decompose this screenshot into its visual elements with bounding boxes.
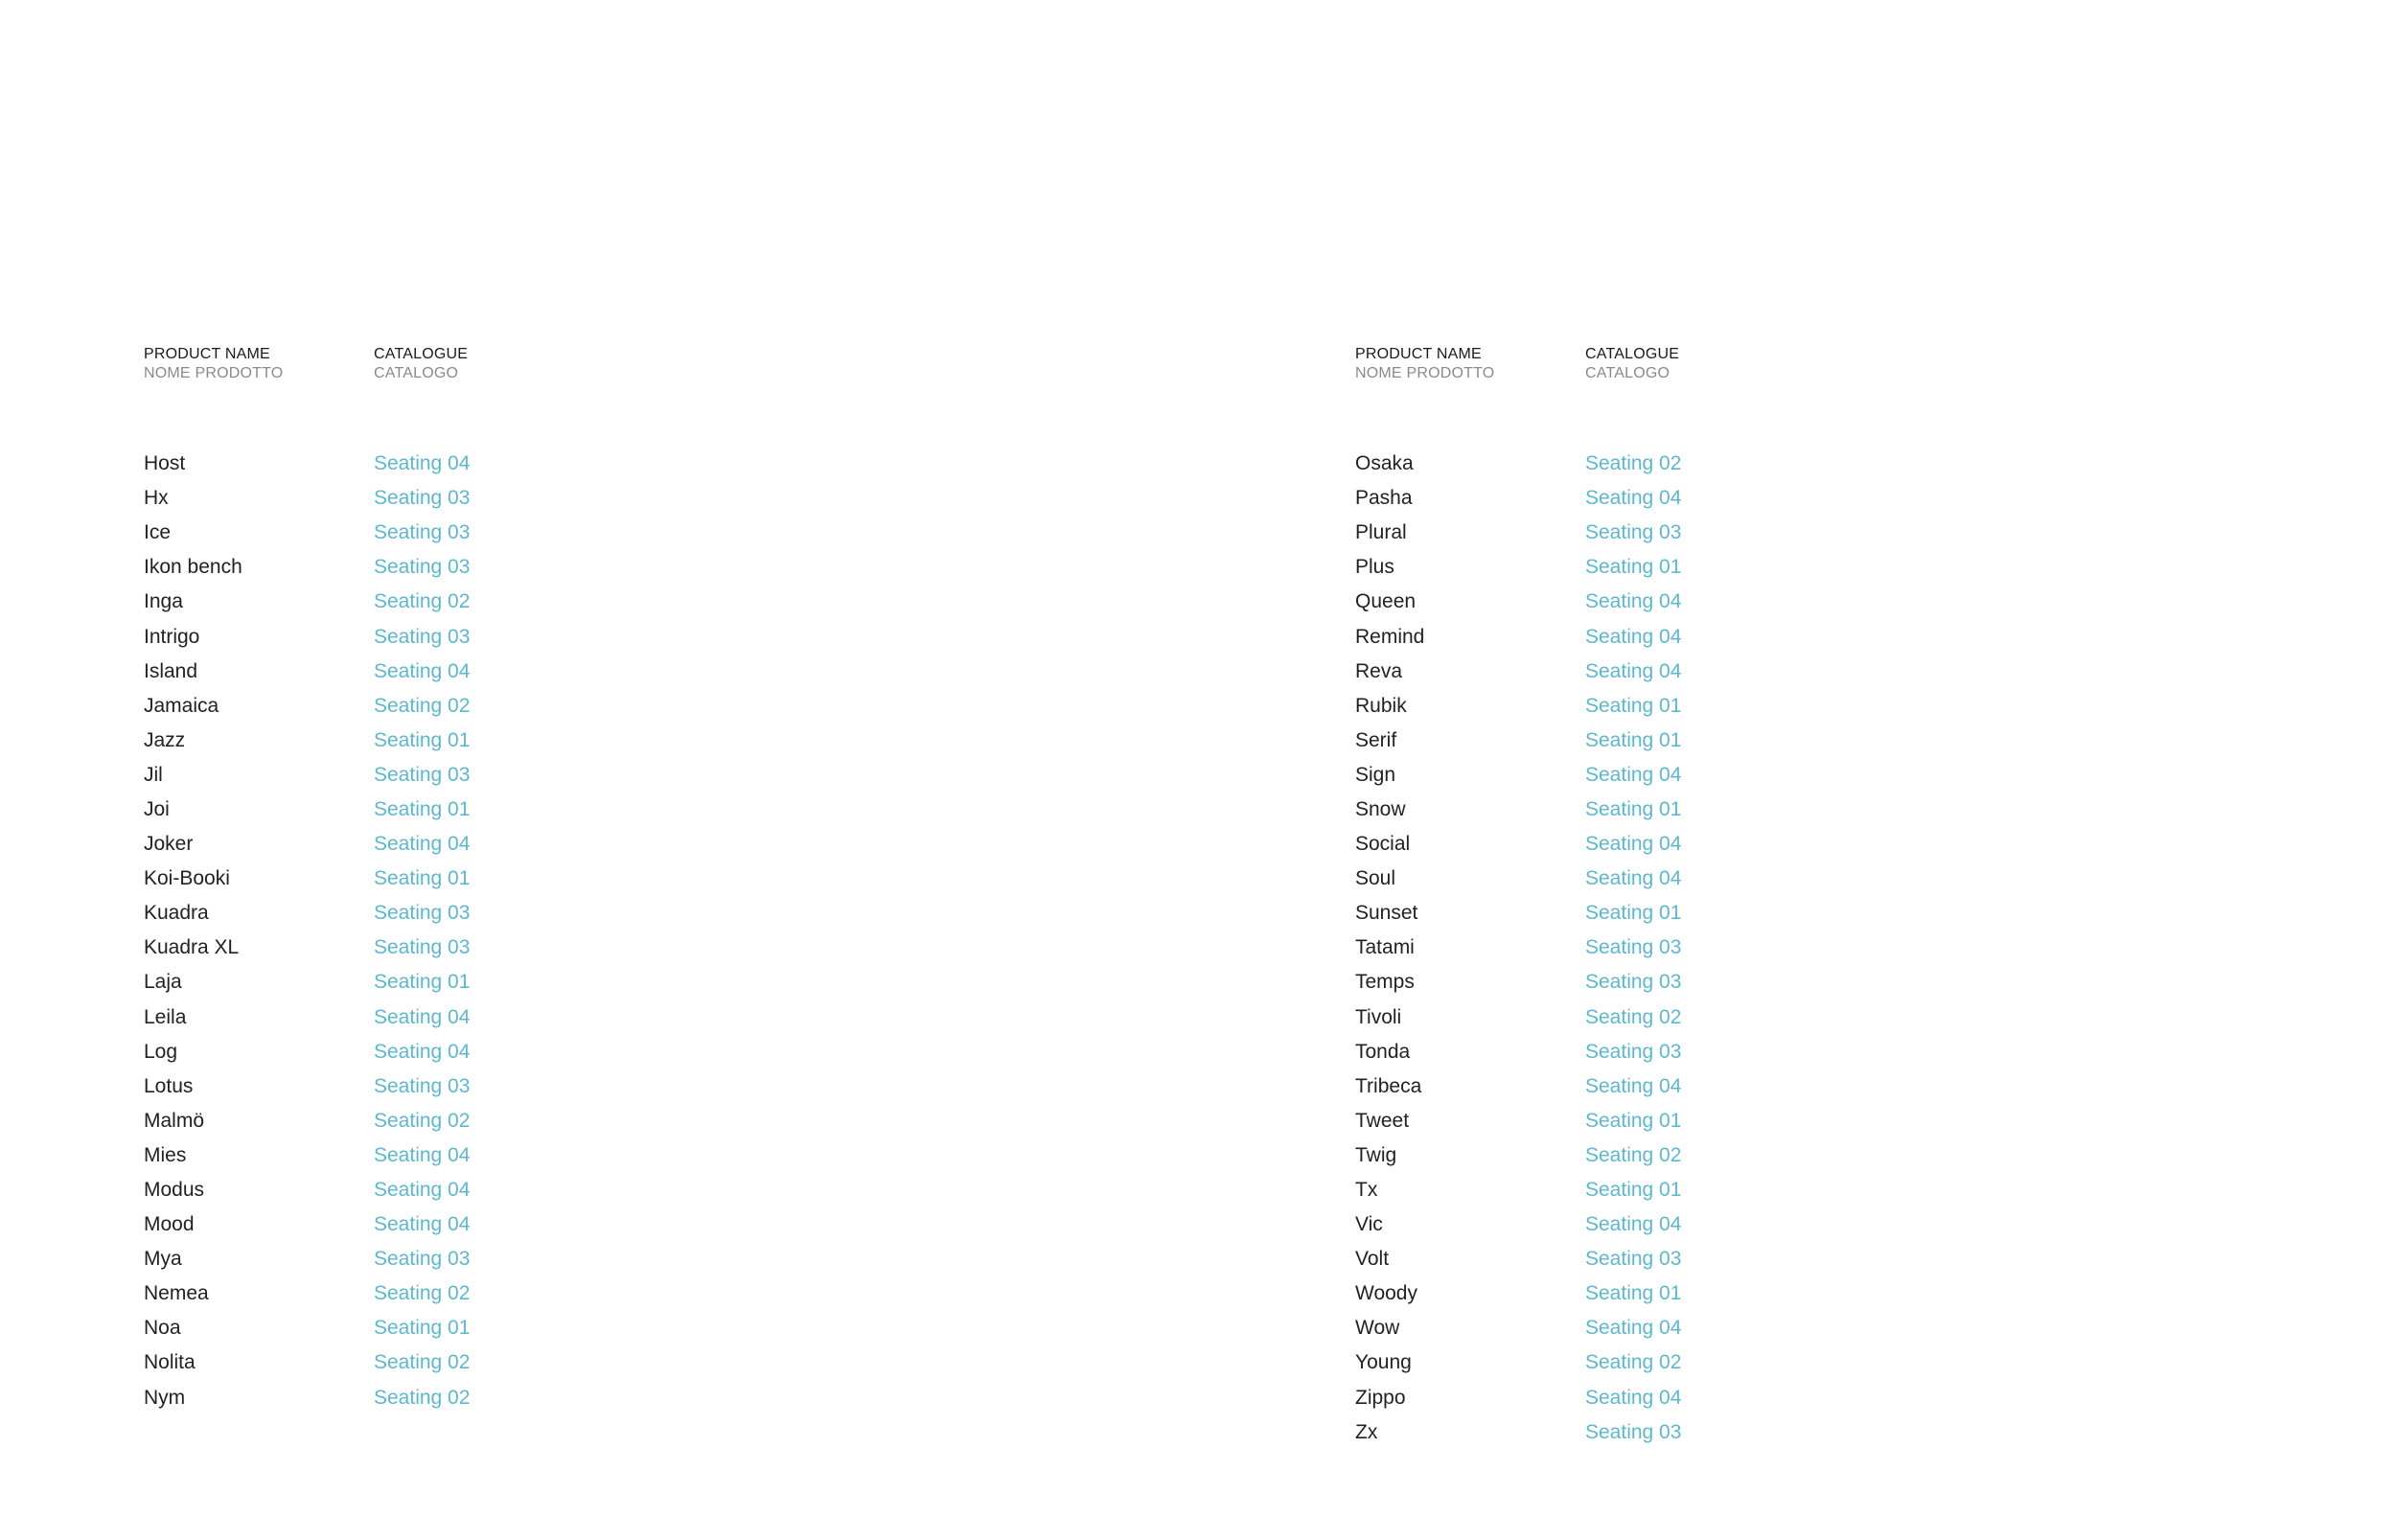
- table-row: [1355, 1415, 2026, 1450]
- product-name: Intrigo: [144, 625, 200, 648]
- catalogue-link[interactable]: Seating 01: [1585, 902, 1682, 925]
- table-row: [1355, 724, 2026, 758]
- product-name: Joker: [144, 833, 194, 856]
- product-name: Ikon bench: [144, 556, 242, 579]
- catalogue-link[interactable]: Seating 04: [374, 659, 471, 682]
- product-name: Inga: [144, 590, 183, 613]
- table-row: [144, 1207, 815, 1242]
- table-row: [144, 1345, 815, 1380]
- product-name: Mies: [144, 1143, 187, 1166]
- product-name: Woody: [1355, 1282, 1417, 1305]
- product-name: Tivoli: [1355, 1005, 1402, 1028]
- product-name-header-it: NOME PRODOTTO: [144, 365, 284, 381]
- product-name: Plural: [1355, 521, 1407, 544]
- product-name: Jamaica: [144, 694, 219, 717]
- table-row: [144, 585, 815, 619]
- table-row: [1355, 965, 2026, 1000]
- product-list: [144, 447, 815, 1415]
- catalogue-link[interactable]: Seating 01: [374, 728, 471, 751]
- catalogue-link[interactable]: Seating 02: [1585, 452, 1682, 475]
- product-name: Jazz: [144, 728, 186, 751]
- table-row: [144, 655, 815, 689]
- table-row: [144, 965, 815, 1000]
- catalogue-link[interactable]: Seating 04: [1585, 659, 1682, 682]
- table-row: [1355, 655, 2026, 689]
- catalogue-link[interactable]: Seating 03: [374, 556, 471, 579]
- table-row: [1355, 1345, 2026, 1380]
- table-row: [1355, 1276, 2026, 1311]
- product-name: Serif: [1355, 728, 1397, 751]
- table-row: [144, 1000, 815, 1035]
- catalogue-link[interactable]: Seating 03: [374, 625, 471, 648]
- product-name: Leila: [144, 1005, 187, 1028]
- product-name: Zx: [1355, 1420, 1378, 1443]
- table-row: [1355, 1207, 2026, 1242]
- table-row: [1355, 758, 2026, 793]
- product-name: Sunset: [1355, 902, 1418, 925]
- product-name: Hx: [144, 487, 169, 510]
- product-name: Jil: [144, 763, 163, 786]
- catalogue-link[interactable]: Seating 02: [374, 1282, 471, 1305]
- catalogue-link[interactable]: Seating 01: [1585, 728, 1682, 751]
- catalogue-link[interactable]: Seating 04: [374, 1213, 471, 1236]
- product-name: Soul: [1355, 867, 1396, 890]
- catalogue-link[interactable]: Seating 03: [374, 763, 471, 786]
- product-name-header-en: PRODUCT NAME: [144, 346, 270, 362]
- product-name: Kuadra: [144, 902, 209, 925]
- catalogue-link[interactable]: Seating 01: [1585, 1179, 1682, 1202]
- product-name: Remind: [1355, 625, 1425, 648]
- table-row: [144, 793, 815, 827]
- product-name: Joi: [144, 797, 170, 820]
- product-name: Social: [1355, 833, 1411, 856]
- catalogue-header-it: CATALOGO: [374, 365, 459, 381]
- table-row: [1355, 481, 2026, 516]
- catalogue-link[interactable]: Seating 03: [374, 521, 471, 544]
- table-row: [144, 758, 815, 793]
- table-row: [144, 689, 815, 724]
- product-name: Mood: [144, 1213, 195, 1236]
- catalogue-header: [374, 345, 661, 383]
- catalogue-link[interactable]: Seating 03: [1585, 1420, 1682, 1443]
- product-name: Nym: [144, 1386, 186, 1409]
- table-row: [144, 1069, 815, 1104]
- table-row: [1355, 896, 2026, 931]
- table-row: [144, 1276, 815, 1311]
- product-name: Host: [144, 452, 186, 475]
- table-row: [1355, 1311, 2026, 1345]
- product-index-left-column: [144, 345, 815, 1415]
- catalogue-link[interactable]: Seating 03: [374, 1248, 471, 1271]
- table-row: [1355, 1069, 2026, 1104]
- catalogue-link[interactable]: Seating 04: [374, 833, 471, 856]
- product-name: Island: [144, 659, 198, 682]
- product-name: Koi-Booki: [144, 867, 230, 890]
- product-name: Lotus: [144, 1074, 194, 1097]
- product-name: Tatami: [1355, 936, 1415, 959]
- catalogue-link[interactable]: Seating 02: [1585, 1143, 1682, 1166]
- catalogue-link[interactable]: Seating 03: [1585, 521, 1682, 544]
- catalogue-header: [1585, 345, 1873, 383]
- product-index-right-column: [1355, 345, 2026, 1450]
- table-row: [1355, 1035, 2026, 1069]
- catalogue-link[interactable]: Seating 04: [1585, 590, 1682, 613]
- catalogue-link[interactable]: Seating 04: [374, 452, 471, 475]
- product-name: Noa: [144, 1317, 181, 1340]
- table-row: [144, 1173, 815, 1207]
- product-name: Reva: [1355, 659, 1403, 682]
- product-name: Tweet: [1355, 1109, 1410, 1132]
- product-name-header: [1355, 345, 1585, 383]
- table-row: [1355, 585, 2026, 619]
- product-name: Snow: [1355, 797, 1406, 820]
- product-name: Tribeca: [1355, 1074, 1422, 1097]
- table-row: [1355, 1242, 2026, 1276]
- catalogue-link[interactable]: Seating 04: [374, 1179, 471, 1202]
- product-name: Vic: [1355, 1213, 1383, 1236]
- table-row: [1355, 689, 2026, 724]
- catalogue-link[interactable]: Seating 01: [374, 797, 471, 820]
- catalogue-link[interactable]: Seating 02: [1585, 1351, 1682, 1374]
- catalogue-link[interactable]: Seating 04: [1585, 1317, 1682, 1340]
- product-name: Laja: [144, 971, 182, 994]
- catalogue-link[interactable]: Seating 01: [374, 971, 471, 994]
- product-list: [1355, 447, 2026, 1450]
- table-row: [1355, 1173, 2026, 1207]
- table-row: [144, 862, 815, 896]
- catalogue-link[interactable]: Seating 01: [374, 867, 471, 890]
- catalogue-link[interactable]: Seating 01: [1585, 556, 1682, 579]
- table-row: [1355, 516, 2026, 550]
- table-row: [1355, 793, 2026, 827]
- product-name: Sign: [1355, 763, 1396, 786]
- catalogue-header-it: CATALOGO: [1585, 365, 1670, 381]
- product-name: Young: [1355, 1351, 1412, 1374]
- table-row: [144, 481, 815, 516]
- catalogue-link[interactable]: Seating 04: [1585, 487, 1682, 510]
- catalogue-link[interactable]: Seating 03: [1585, 936, 1682, 959]
- table-row: [144, 1381, 815, 1415]
- table-row: [144, 516, 815, 550]
- product-name-header-en: PRODUCT NAME: [1355, 346, 1482, 362]
- table-row: [1355, 1138, 2026, 1173]
- table-row: [144, 1035, 815, 1069]
- table-row: [144, 724, 815, 758]
- catalogue-link[interactable]: Seating 04: [1585, 1074, 1682, 1097]
- product-name-header: [144, 345, 374, 383]
- product-name: Wow: [1355, 1317, 1400, 1340]
- table-row: [144, 447, 815, 481]
- catalogue-link[interactable]: Seating 03: [1585, 971, 1682, 994]
- catalogue-link[interactable]: Seating 03: [1585, 1040, 1682, 1063]
- product-name: Temps: [1355, 971, 1415, 994]
- catalogue-link[interactable]: Seating 04: [1585, 867, 1682, 890]
- catalogue-link[interactable]: Seating 04: [1585, 625, 1682, 648]
- catalogue-link[interactable]: Seating 02: [1585, 1005, 1682, 1028]
- catalogue-link[interactable]: Seating 04: [1585, 1213, 1682, 1236]
- table-row: [1355, 827, 2026, 862]
- table-row: [144, 1242, 815, 1276]
- catalogue-link[interactable]: Seating 01: [374, 1317, 471, 1340]
- table-row: [1355, 550, 2026, 585]
- catalogue-link[interactable]: Seating 03: [374, 936, 471, 959]
- product-name: Osaka: [1355, 452, 1414, 475]
- product-name: Rubik: [1355, 694, 1407, 717]
- product-name: Tx: [1355, 1179, 1378, 1202]
- product-name: Zippo: [1355, 1386, 1406, 1409]
- product-name: Pasha: [1355, 487, 1413, 510]
- product-name: Mya: [144, 1248, 182, 1271]
- product-name: Modus: [144, 1179, 205, 1202]
- catalogue-link[interactable]: Seating 04: [1585, 833, 1682, 856]
- catalogue-link[interactable]: Seating 01: [1585, 1282, 1682, 1305]
- table-row: [1355, 1000, 2026, 1035]
- catalogue-link[interactable]: Seating 04: [374, 1143, 471, 1166]
- table-row: [144, 550, 815, 585]
- catalogue-link[interactable]: Seating 03: [374, 487, 471, 510]
- catalogue-link[interactable]: Seating 02: [374, 1386, 471, 1409]
- product-name-header-it: NOME PRODOTTO: [1355, 365, 1495, 381]
- catalogue-link[interactable]: Seating 02: [374, 1109, 471, 1132]
- table-row: [1355, 447, 2026, 481]
- table-row: [144, 827, 815, 862]
- table-row: [144, 931, 815, 965]
- catalogue-header-en: CATALOGUE: [1585, 346, 1680, 362]
- table-row: [144, 1104, 815, 1138]
- product-name: Twig: [1355, 1143, 1397, 1166]
- catalogue-link[interactable]: Seating 01: [1585, 1109, 1682, 1132]
- catalogue-header-en: CATALOGUE: [374, 346, 469, 362]
- table-row: [1355, 619, 2026, 654]
- product-name: Tonda: [1355, 1040, 1411, 1063]
- table-row: [144, 1311, 815, 1345]
- product-name: Log: [144, 1040, 178, 1063]
- table-row: [144, 1138, 815, 1173]
- catalogue-link[interactable]: Seating 02: [374, 1351, 471, 1374]
- product-name: Kuadra XL: [144, 936, 240, 959]
- product-name: Queen: [1355, 590, 1417, 613]
- table-header: [1355, 345, 2026, 383]
- table-header: [144, 345, 815, 383]
- table-row: [144, 619, 815, 654]
- product-name: Plus: [1355, 556, 1394, 579]
- catalogue-link[interactable]: Seating 03: [374, 902, 471, 925]
- table-row: [1355, 931, 2026, 965]
- catalogue-link[interactable]: Seating 04: [1585, 1386, 1682, 1409]
- table-row: [1355, 1381, 2026, 1415]
- product-name: Ice: [144, 521, 172, 544]
- table-row: [1355, 862, 2026, 896]
- catalogue-link[interactable]: Seating 04: [374, 1005, 471, 1028]
- product-name: Nemea: [144, 1282, 209, 1305]
- product-name: Malmö: [144, 1109, 205, 1132]
- table-row: [1355, 1104, 2026, 1138]
- catalogue-link[interactable]: Seating 01: [1585, 694, 1682, 717]
- product-name: Volt: [1355, 1248, 1390, 1271]
- catalogue-link[interactable]: Seating 04: [1585, 763, 1682, 786]
- product-name: Nolita: [144, 1351, 196, 1374]
- catalogue-link[interactable]: Seating 01: [1585, 797, 1682, 820]
- catalogue-link[interactable]: Seating 02: [374, 694, 471, 717]
- table-row: [144, 896, 815, 931]
- catalogue-link[interactable]: Seating 02: [374, 590, 471, 613]
- catalogue-link[interactable]: Seating 03: [1585, 1248, 1682, 1271]
- catalogue-link[interactable]: Seating 04: [374, 1040, 471, 1063]
- catalogue-link[interactable]: Seating 03: [374, 1074, 471, 1097]
